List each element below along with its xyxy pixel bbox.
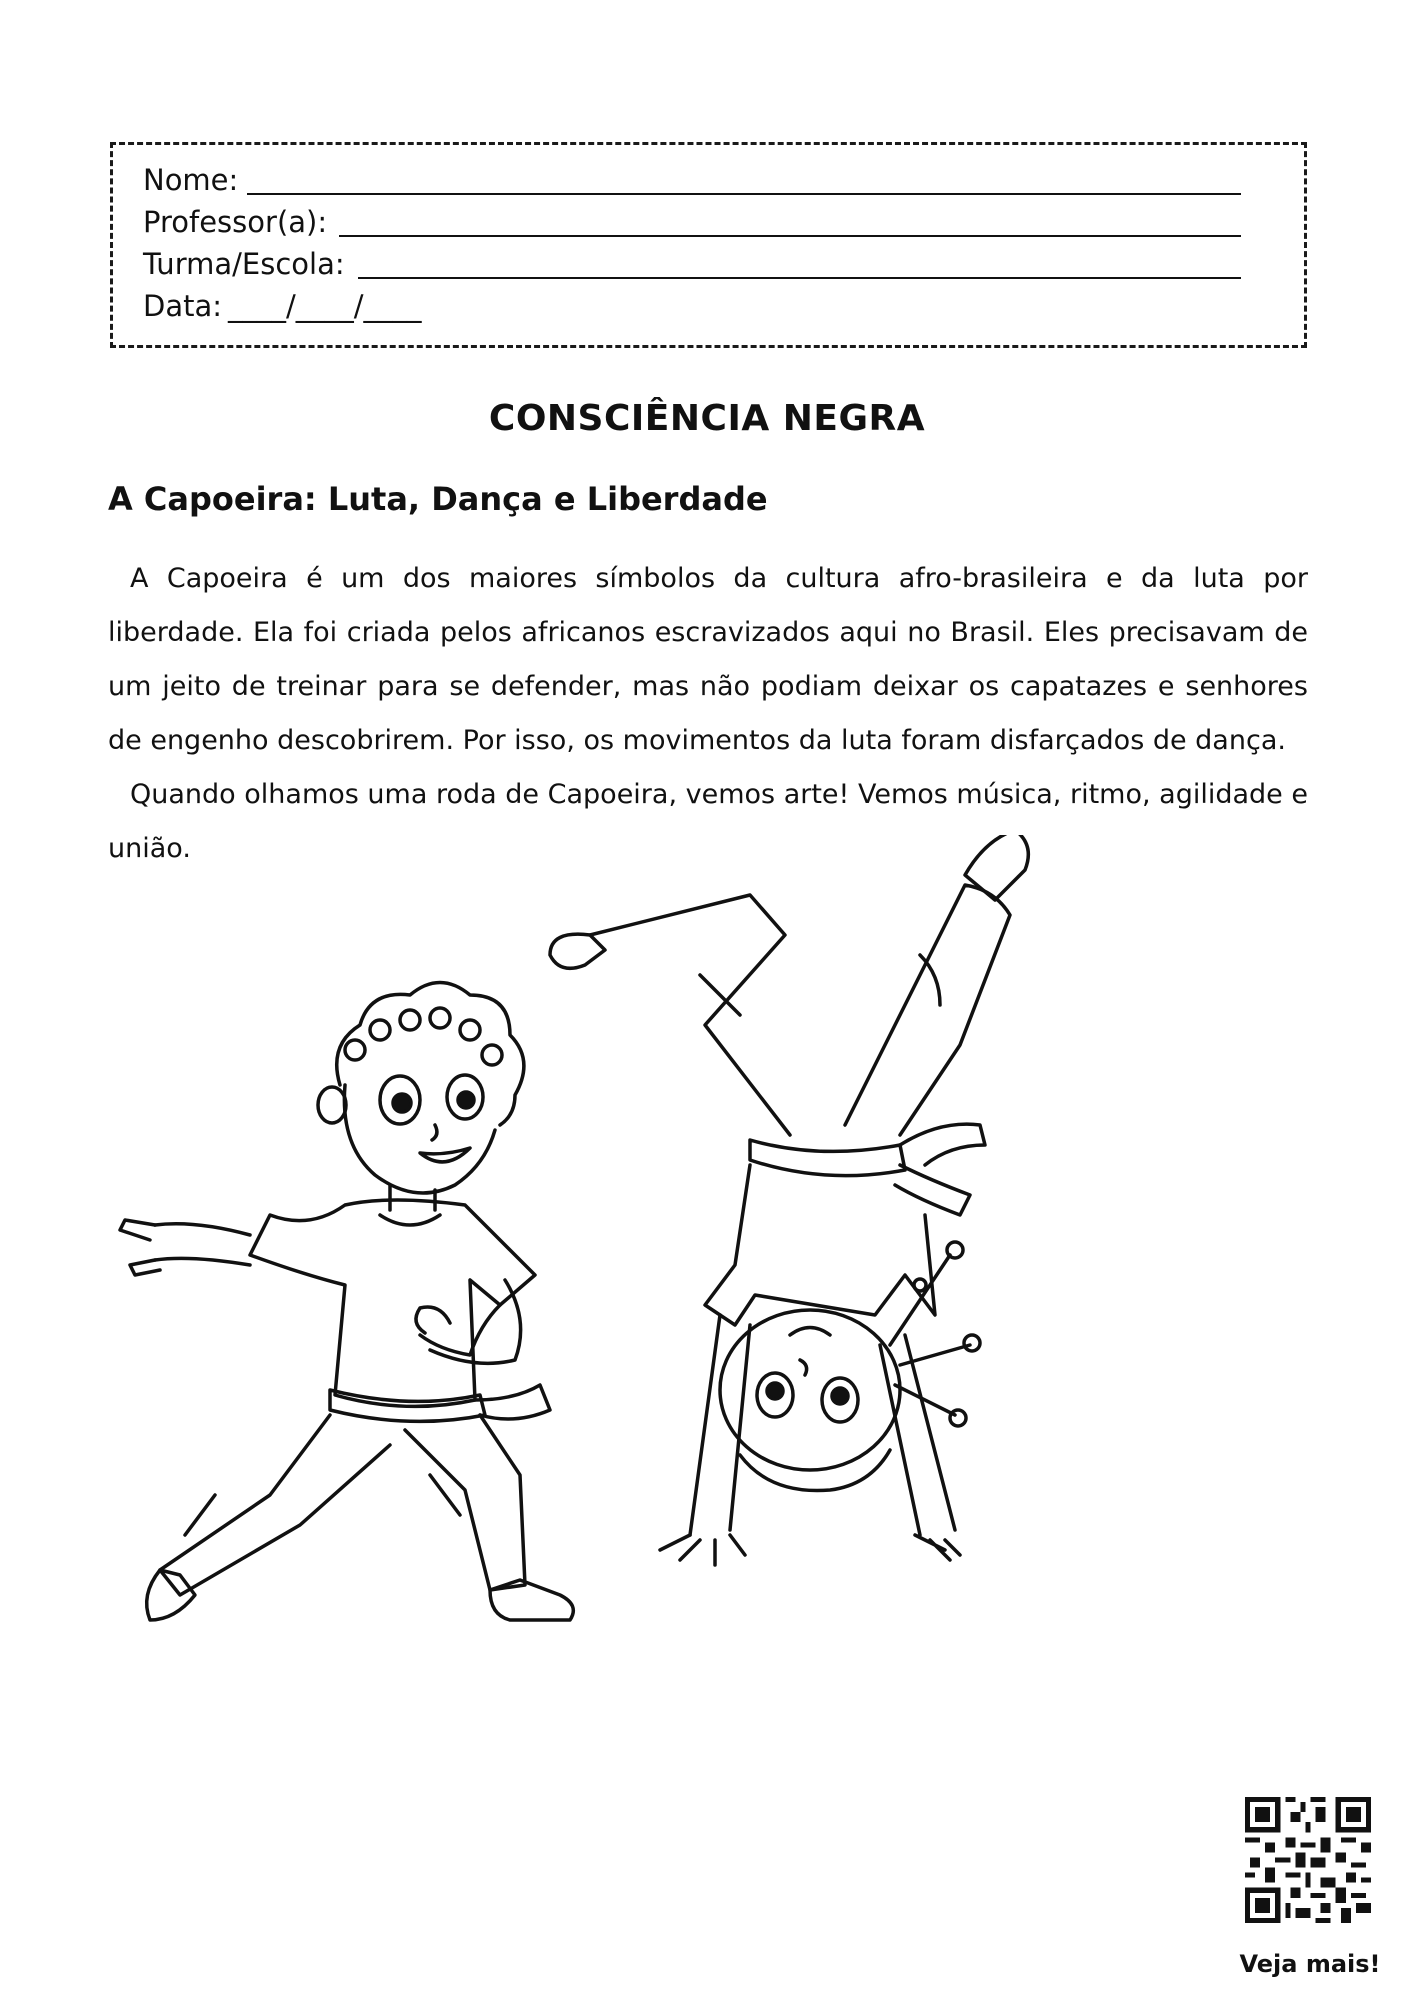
class-line[interactable] — [358, 277, 1241, 279]
section-subtitle: A Capoeira: Luta, Dança e Liberdade — [108, 480, 768, 518]
paragraph-2: Quando olhamos uma roda de Capoeira, vemos arte! Vemos música, ritmo, agilidade e união. — [108, 779, 1308, 864]
capoeira-illustration — [100, 835, 1330, 1685]
student-info-box — [110, 142, 1307, 348]
page-title: CONSCIÊNCIA NEGRA — [488, 398, 926, 439]
capoeira-boy-ginga — [120, 983, 573, 1621]
class-field[interactable] — [143, 247, 345, 281]
date-field[interactable] — [143, 289, 422, 323]
name-label: Nome: — [143, 163, 239, 197]
class-label: Turma/Escola: — [143, 247, 345, 281]
qr-code-icon[interactable] — [1245, 1797, 1371, 1923]
capoeira-boy-handstand — [550, 835, 1028, 1565]
date-blanks[interactable]: ____/____/____ — [228, 289, 422, 323]
teacher-field[interactable] — [143, 205, 327, 239]
name-field[interactable] — [143, 163, 238, 197]
body-text — [108, 552, 1308, 876]
teacher-line[interactable] — [339, 235, 1241, 237]
qr-caption[interactable]: Veja mais! — [1239, 1950, 1381, 1978]
date-label: Data: — [143, 289, 223, 323]
paragraph-1: A Capoeira é um dos maiores símbolos da cultura afro-brasileira e da luta por liberdade. Ela foi criada pelos africanos escravizados aqui no Brasil. Eles precisavam de um jeito de treinar para se defender, mas não podiam deixar os capatazes e senhores de engenho descobrirem. Por isso, os movimentos da luta foram disfarçados de dança. — [108, 563, 1308, 756]
teacher-label: Professor(a): — [143, 205, 328, 239]
name-line[interactable] — [247, 193, 1241, 195]
